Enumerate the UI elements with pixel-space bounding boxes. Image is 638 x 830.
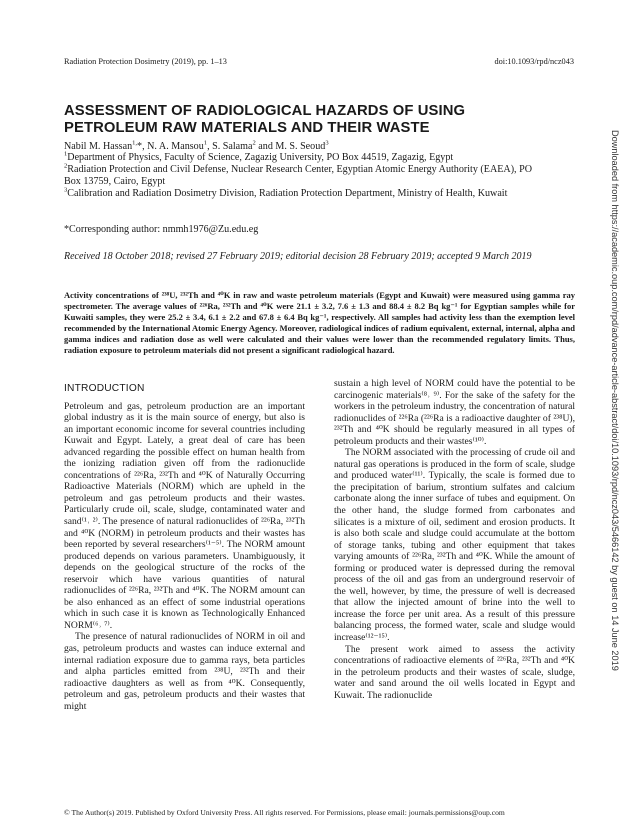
paragraph: The present work aimed to assess the activity concentrations of radioactive elements of ²²⁶Ra, ²³²Th and ⁴⁰K in the petroleum products and their wastes of scale, sludge, water and sand around the oil wells located in Egypt and Kuwait. The radionuclide (334, 643, 575, 701)
author-name: and M. S. Seoud (255, 141, 326, 152)
author-sup: 1 (203, 139, 208, 147)
affiliation-2 (64, 164, 544, 188)
affiliation-number: 2 (64, 162, 68, 170)
download-watermark (608, 130, 622, 770)
author-name: Nabil M. Hassan (64, 141, 133, 152)
running-header-journal: Radiation Protection Dosimetry (2019), pp. 1–13 (64, 57, 227, 66)
received-dates: Received 18 October 2018; revised 27 February 2019; editorial decision 28 February 2019; accepted 9 March 2019 (64, 251, 532, 262)
article-title (64, 103, 524, 137)
copyright-footer: © The Author(s) 2019. Published by Oxford University Press. All rights reserved. For Permissions, please email: journals.permissions@oup.com (64, 808, 505, 817)
affiliations (64, 152, 544, 200)
abstract: Activity concentrations of ²³⁸U, ²³²Th and ⁴⁰K in raw and waste petroleum materials (Egypt and Kuwait) were measured using gamma ray spectrometer. The average values of ²²⁶Ra, ²³²Th and ⁴⁰K were 21.1 ± 3.2, 7.6 ± 1.3 and 88.4 ± 8.2 Bq kg⁻¹ for Egyptian samples while for Kuwaiti samples, they were 25.2 ± 3.4, 6.1 ± 2.2 and 67.8 ± 6.4 Bq kg⁻¹, respectively. All samples had activity less than the exemption level recommended by the International Atomic Energy Agency. Moreover, radiological indices of radium equivalent, external, internal, alpha and gamma indices and radiation dose as well were calculated and their values were lower than the recommended regulatory limits. Thus, radiation exposure to petroleum materials did not present a significant radiological hazard. (64, 290, 575, 355)
affiliation-text: Radiation Protection and Civil Defense, Nuclear Research Center, Egyptian Atomic Energy Authority (EAEA), PO Box 13759, Cairo, Egypt (64, 164, 533, 188)
paragraph: sustain a high level of NORM could have the potential to be carcinogenic materials⁽⁸˒ ⁹⁾. For the sake of the safety for the workers in the petroleum industry, the concentration of natural radionuclides of ²²⁶Ra (²²⁶Ra is a radioactive daughter of ²³⁸U), ²³²Th and ⁴⁰K should be regularly measured in all types of petroleum products and their wastes⁽¹⁰⁾. (334, 378, 575, 447)
author-name: , S. Salama (207, 141, 253, 152)
affiliation-text: Calibration and Radiation Dosimetry Division, Radiation Protection Department, Ministry of Health, Kuwait (67, 188, 508, 200)
affiliation-3 (64, 188, 544, 200)
title-line-1: ASSESSMENT OF RADIOLOGICAL HAZARDS OF USING (64, 103, 466, 119)
paragraph: Petroleum and gas, petroleum production are an important global industry as it is the main source of energy, but also is an important economic income for several countries including Kuwait and Egypt. Lately, a great deal of care has been advanced regarding the possible effect on human health from the ionizing radiation given off from the radionuclide concentrations of ²²⁶Ra, ²³²Th and ⁴⁰K of Naturally Occurring Radioactive Materials (NORM) which are upheld in the petroleum and gas petroleum products and their wastes. Particularly crude oil, scale, sludge, contaminated water and sand⁽¹˒ ²⁾. The presence of natural radionuclides of ²²⁶Ra, ²³²Th and ⁴⁰K (NORM) in petroleum products and their wastes has been reported by several researchers⁽¹⁻⁵⁾. The NORM amount produced depends on various parameters. Unambiguously, it depends on the geological structure of the rocks of the reservoir which have various quantities of natural radionuclides of ²²⁶Ra, ²³²Th and ⁴⁰K. The NORM amount can be also enhanced as an effect of some industrial operations which in such case it is known as Technologically Enhanced NORM⁽⁶˒ ⁷⁾. (64, 400, 305, 631)
paragraph: The NORM associated with the processing of crude oil and natural gas operations is produced in the form of scale, sludge and produced water⁽¹¹⁾. Typically, the scale is formed due to the precipitation of barium, strontium sulfates and calcium carbonate along the inner surface of tubes and equipment. On the other hand, the sludge formed from carbonates and silicates is a mixture of oil, sediment and erosion products. It is also both scale and sludge could accumulate at the bottom of storage tanks, tubing and other equipment that takes varying amounts of ²²⁶Ra, ²³²Th and ⁴⁰K. While the amount of forming or produced water is depressed during the removal process of the oil and gas from an underground reservoir of the well, however, by time, the pressure of well is decreased that allow the injected amount of brine into the well to increase the force per unit area. As a result of this pressure balancing process, the formed water, scale and sludge would increase⁽¹²⁻¹⁵⁾. (334, 447, 575, 644)
section-heading-introduction: INTRODUCTION (64, 383, 145, 394)
running-header-doi: doi:10.1093/rpd/ncz043 (494, 57, 574, 66)
author-sup: 1, (132, 139, 138, 147)
affiliation-number: 3 (64, 186, 68, 194)
download-note-text: Downloaded from https://academic.oup.com/rpd/advance-article-abstract/doi/10.1093/rpd/ncz043/5466142 by guest on 14 June 2019 (610, 130, 620, 671)
body-column-right (334, 378, 575, 701)
author-sup: 2 (252, 139, 256, 147)
affiliation-1 (64, 152, 544, 164)
body-column-left (64, 383, 305, 712)
author-sup: 3 (325, 139, 329, 147)
title-line-2: PETROLEUM RAW MATERIALS AND THEIR WASTE (64, 120, 430, 136)
affiliation-number: 1 (64, 150, 68, 158)
author-list (64, 141, 329, 152)
author-star: * (137, 141, 143, 152)
corresponding-author: *Corresponding author: nmmh1976@Zu.edu.eg (64, 224, 259, 235)
affiliation-text: Department of Physics, Faculty of Science, Zagazig University, PO Box 44519, Zagazig, Egypt (67, 152, 454, 163)
author-name: , N. A. Mansou (142, 141, 204, 152)
paragraph: The presence of natural radionuclides of NORM in oil and gas, petroleum products and wastes can induce external and internal radiation exposure due to gamma rays, beta particles and alpha particles emitted from ²³⁸U, ²³²Th and their radioactive daughters as well as from ⁴⁰K. Consequently, petroleum and gas, petroleum products and their wastes that might (64, 631, 305, 712)
